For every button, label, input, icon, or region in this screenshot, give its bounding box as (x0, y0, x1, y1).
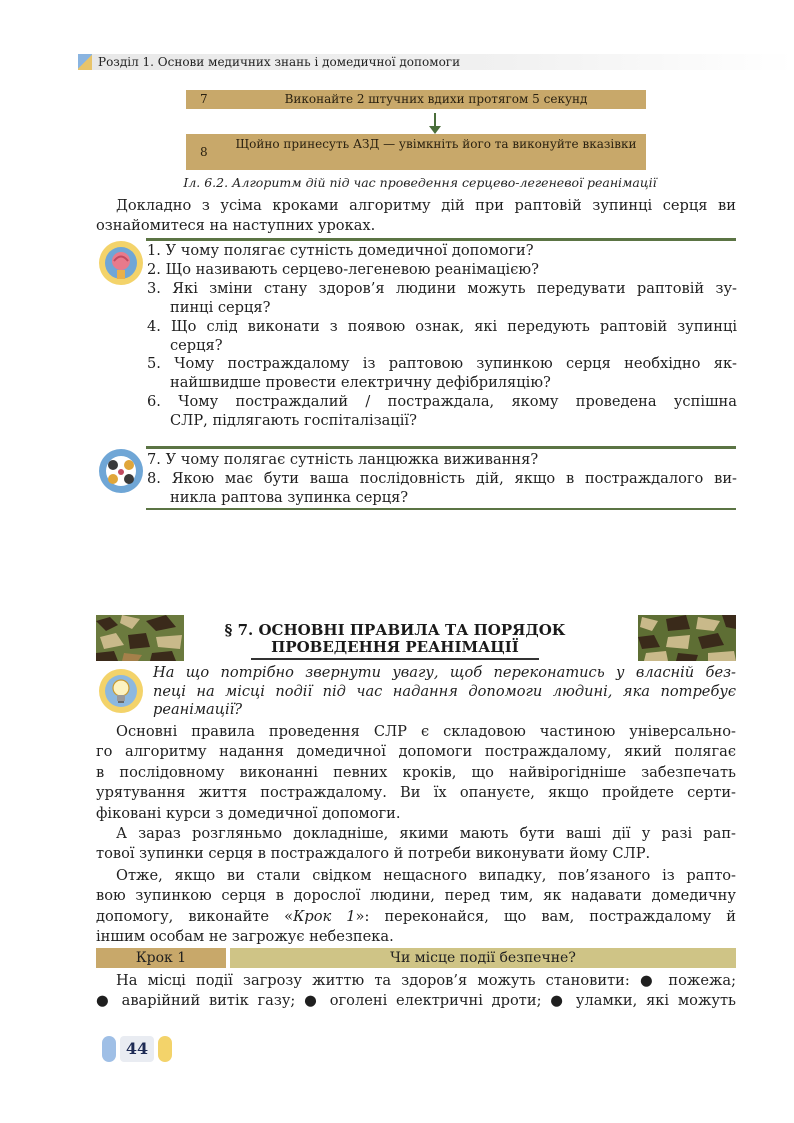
question-4-cont: серця? (170, 336, 223, 354)
title-underline (251, 658, 539, 660)
text-line: Основні правила проведення СЛР є складовою частиною універсально- (116, 723, 736, 740)
text-line: На що потрібно звернути увагу, щоб переконатись у власній без- (153, 664, 736, 681)
header-marker-icon (78, 54, 92, 70)
step-number: 8 (200, 145, 208, 159)
text-line: урятування життя постраждалому. Ви їх опануєте, якщо пройдете серти- (96, 784, 736, 802)
question-6-cont: СЛР, підлягають госпіталізації? (170, 412, 417, 430)
running-header (78, 54, 794, 70)
step-label: Крок 1 (96, 948, 226, 968)
questions-list-b (147, 451, 737, 508)
text-fragment: »: переконайся, що вам, постраждалому й (355, 907, 737, 925)
question-3-cont: пинці серця? (170, 298, 271, 316)
intro-paragraph-cont (96, 216, 736, 236)
question-7: 7. У чому полягає сутність ланцюжка виживання? (147, 451, 539, 468)
text-line: в послідовному виконанні певних кроків, що найвірогідніше забезпечать (96, 763, 736, 781)
questions-top-rule (146, 238, 736, 241)
question-8: 8. Якою має бути ваша послідовність дій, якщо в постраждалого ви- (147, 469, 737, 487)
camo-pattern-left-icon (96, 615, 184, 661)
step-number: 7 (200, 92, 208, 106)
section-title-line1: § 7. ОСНОВНІ ПРАВИЛА ТА ПОРЯДОК (224, 621, 566, 639)
question-2: 2. Що називають серцево-легеневою реанімацією? (147, 260, 539, 278)
questions-mid-rule (146, 446, 736, 449)
question-5-cont: найшвидше провести електричну дефібриляцію? (170, 374, 551, 392)
text-line: Отже, якщо ви стали свідком нещасного випадку, пов’язаного із рапто- (116, 867, 736, 884)
question-6: 6. Чому постраждалий / постраждала, якому проведена успішна (147, 393, 737, 411)
question-5: 5. Чому постраждалому із раптовою зупинкою серця необхідно як- (147, 355, 737, 373)
step-bar (96, 948, 736, 968)
body-paragraph-1 (96, 722, 736, 824)
step-text: Щойно принесуть АЗД — увімкніть його та виконуйте вказівки (235, 137, 637, 151)
question-3: 3. Які зміни стану здоров’я людини можуть передувати раптовій зу- (147, 279, 737, 297)
text-line: вою зупинкою серця в дорослої людини, перед тим, як надавати домедичну (96, 887, 736, 905)
text-line: іншим особам не загрожує небезпека. (96, 928, 394, 946)
question-8-cont: никла раптова зупинка серця? (170, 488, 409, 506)
motivation-question (153, 664, 736, 720)
page-right-tab-icon (158, 1036, 172, 1062)
algorithm-step-8 (186, 134, 646, 170)
step-question: Чи місце події безпечне? (230, 948, 736, 968)
question-4: 4. Що слід виконати з появою ознак, які передують раптовій зупинці (147, 317, 737, 335)
figure-caption: Іл. 6.2. Алгоритм дій під час проведення серцево-легеневої реанімації (183, 175, 657, 190)
text-line: пеці на місці події під час надання допомоги людині, яка потребує (153, 682, 736, 700)
question-1: 1. У чому полягає сутність домедичної допомоги? (147, 242, 534, 259)
intro-paragraph (116, 196, 736, 216)
text-line: реанімації? (153, 701, 243, 718)
text-line: А зараз розгляньмо докладніше, якими мають бути ваші дії у разі рап- (116, 825, 736, 842)
text-line: Докладно з усіма кроками алгоритму дій при раптовій зупинці серця ви (116, 197, 736, 214)
section-title-line2: ПРОВЕДЕННЯ РЕАНІМАЦІЇ (271, 638, 519, 656)
brain-icon (98, 240, 144, 286)
text-line: На місці події загрозу життю та здоров’я можуть становити: ● пожежа; (116, 972, 736, 989)
section-title (180, 622, 610, 656)
questions-list-a (147, 242, 737, 431)
page-number: 44 (120, 1036, 154, 1062)
text-line: го алгоритму надання домедичної допомоги постраждалому, який полягає (96, 743, 736, 761)
page-number-badge (100, 1032, 174, 1066)
page-left-tab-icon (102, 1036, 116, 1062)
arrow-head-icon (429, 126, 441, 134)
text-line: фіковані курси з домедичної допомоги. (96, 804, 401, 822)
step-reference: Крок 1 (293, 907, 356, 925)
body-paragraph-2 (96, 824, 736, 865)
body-paragraph-3 (96, 866, 736, 948)
text-line: тової зупинки серця в постраждалого й потреби виконувати йому СЛР. (96, 845, 651, 863)
lightbulb-icon (98, 668, 144, 714)
header-text: Розділ 1. Основи медичних знань і домедичної допомоги (98, 55, 461, 69)
text-fragment: допомогу, виконайте « (96, 907, 294, 925)
questions-bottom-rule (146, 508, 736, 510)
text-line: ознайомитеся на наступних уроках. (96, 217, 376, 234)
teamwork-icon (98, 448, 144, 494)
camo-pattern-right-icon (638, 615, 736, 661)
text-line (96, 907, 736, 927)
step-text: Виконайте 2 штучних вдихи протягом 5 секунд (284, 92, 588, 106)
hazards-paragraph (96, 971, 736, 1012)
algorithm-step-7 (186, 90, 646, 109)
text-line: ● аварійний витік газу; ● оголені електричні дроти; ● уламки, які можуть (96, 992, 736, 1010)
